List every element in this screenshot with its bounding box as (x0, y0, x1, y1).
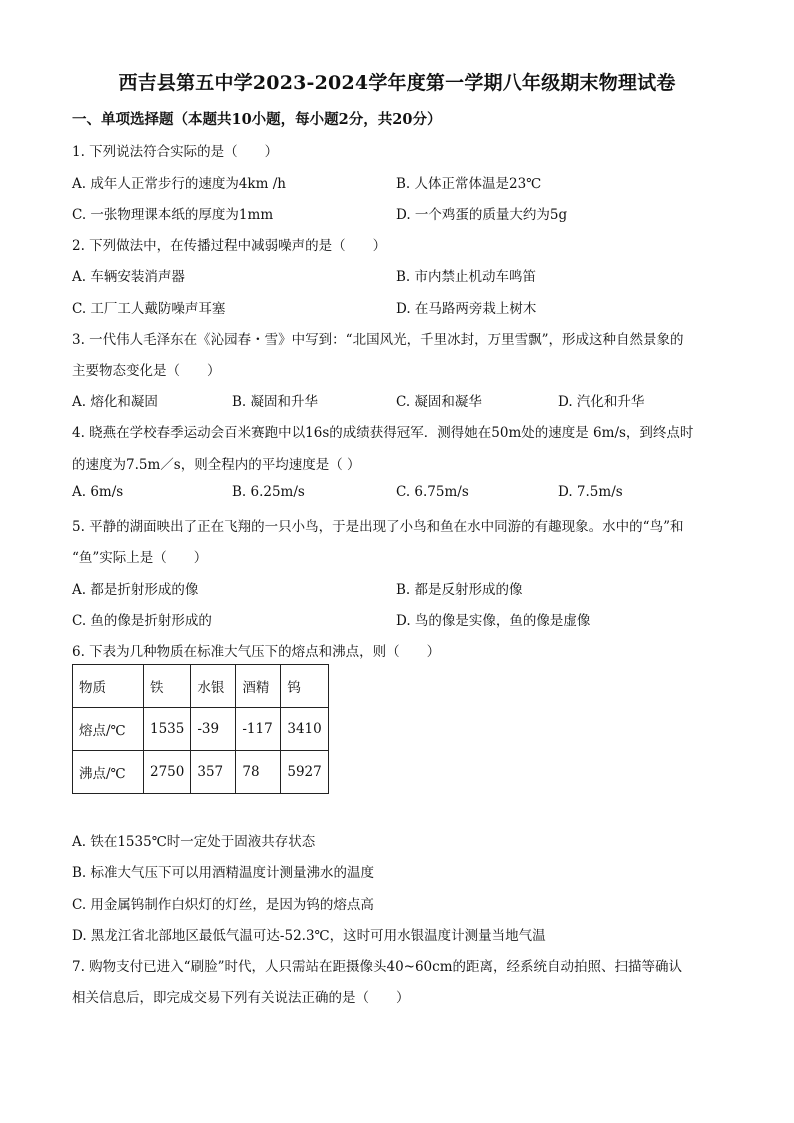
section-heading: 一、单项选择题（本题共10小题，每小题2分，共20分） (72, 111, 442, 128)
question-7-stem-line1: 7. 购物支付已进入“刷脸”时代，人只需站在距摄像头40~60cm的距离，经系统自动拍照、扫描等确认 (72, 959, 683, 975)
table-cell: 酒精 (236, 665, 281, 708)
question-3-option-b: B. 凝固和升华 (232, 394, 319, 410)
question-3-stem-line2: 主要物态变化是（ ） (72, 363, 221, 379)
table-cell: 熔点/℃ (73, 708, 144, 751)
table-row (73, 751, 329, 794)
question-1-option-c: C. 一张物理课本纸的厚度为1mm (72, 207, 274, 223)
table-cell: -117 (236, 708, 281, 751)
question-6-option-c: C. 用金属钨制作白炽灯的灯丝，是因为钨的熔点高 (72, 897, 374, 913)
question-4-option-c: C. 6.75m/s (396, 484, 469, 500)
question-1-option-d: D. 一个鸡蛋的质量大约为5g (396, 207, 568, 223)
table-cell: 沸点/℃ (73, 751, 144, 794)
question-4-option-a: A. 6m/s (72, 484, 124, 500)
question-6-stem: 6. 下表为几种物质在标准大气压下的熔点和沸点，则（ ） (72, 644, 441, 660)
question-6-option-a: A. 铁在1535℃时一定处于固液共存状态 (72, 834, 316, 850)
question-4-option-b: B. 6.25m/s (232, 484, 305, 500)
question-1-option-a: A. 成年人正常步行的速度为4km /h (72, 176, 286, 192)
table-cell: 3410 (281, 708, 328, 751)
question-3-stem-line1: 3. 一代伟人毛泽东在《沁园春・雪》中写到：“北国风光，千里冰封，万里雪飘”，形成这种自然景象的 (72, 332, 684, 348)
question-2-option-b: B. 市内禁止机动车鸣笛 (396, 269, 537, 285)
question-2-stem: 2. 下列做法中，在传播过程中减弱噪声的是（ ） (72, 238, 387, 254)
table-row (73, 708, 329, 751)
question-5-option-a: A. 都是折射形成的像 (72, 582, 199, 598)
question-5-stem-line1: 5. 平静的湖面映出了正在飞翔的一只小鸟，于是出现了小鸟和鱼在水中同游的有趣现象。水中的“鸟”和 (72, 519, 684, 535)
melting-boiling-table (72, 664, 329, 794)
table-cell: 2750 (144, 751, 191, 794)
table-cell: 357 (191, 751, 236, 794)
question-4-stem-line2: 的速度为7.5m／s，则全程内的平均速度是（ ） (72, 457, 361, 473)
question-7-stem-line2: 相关信息后，即完成交易下列有关说法正确的是（ ） (72, 990, 410, 1006)
table-cell: -39 (191, 708, 236, 751)
question-5-stem-line2: “鱼”实际上是（ ） (72, 550, 208, 566)
question-4-option-d: D. 7.5m/s (558, 484, 623, 500)
question-3-option-c: C. 凝固和凝华 (396, 394, 482, 410)
question-5-option-d: D. 鸟的像是实像，鱼的像是虚像 (396, 613, 591, 629)
question-1-stem: 1. 下列说法符合实际的是（ ） (72, 144, 279, 160)
table-cell: 1535 (144, 708, 191, 751)
table-header-row (73, 665, 329, 708)
table-cell: 水银 (191, 665, 236, 708)
table-cell: 78 (236, 751, 281, 794)
question-2-option-d: D. 在马路两旁栽上树木 (396, 301, 537, 317)
table-cell: 5927 (281, 751, 328, 794)
question-3-option-a: A. 熔化和凝固 (72, 394, 158, 410)
question-5-option-c: C. 鱼的像是折射形成的 (72, 613, 212, 629)
question-2-option-a: A. 车辆安装消声器 (72, 269, 185, 285)
question-6-option-d: D. 黑龙江省北部地区最低气温可达-52.3℃，这时可用水银温度计测量当地气温 (72, 928, 546, 944)
table-cell: 铁 (144, 665, 191, 708)
table-cell: 物质 (73, 665, 144, 708)
question-4-stem-line1: 4. 晓燕在学校春季运动会百米赛跑中以16s的成绩获得冠军．测得她在50m处的速度是 6m/s，到终点时 (72, 425, 694, 441)
question-1-option-b: B. 人体正常体温是23℃ (396, 176, 542, 192)
question-5-option-b: B. 都是反射形成的像 (396, 582, 523, 598)
question-6-option-b: B. 标准大气压下可以用酒精温度计测量沸水的温度 (72, 865, 375, 881)
question-3-option-d: D. 汽化和升华 (558, 394, 645, 410)
question-2-option-c: C. 工厂工人戴防噪声耳塞 (72, 301, 226, 317)
table-cell: 钨 (281, 665, 328, 708)
exam-title: 西吉县第五中学2023-2024学年度第一学期八年级期末物理试卷 (118, 72, 676, 94)
